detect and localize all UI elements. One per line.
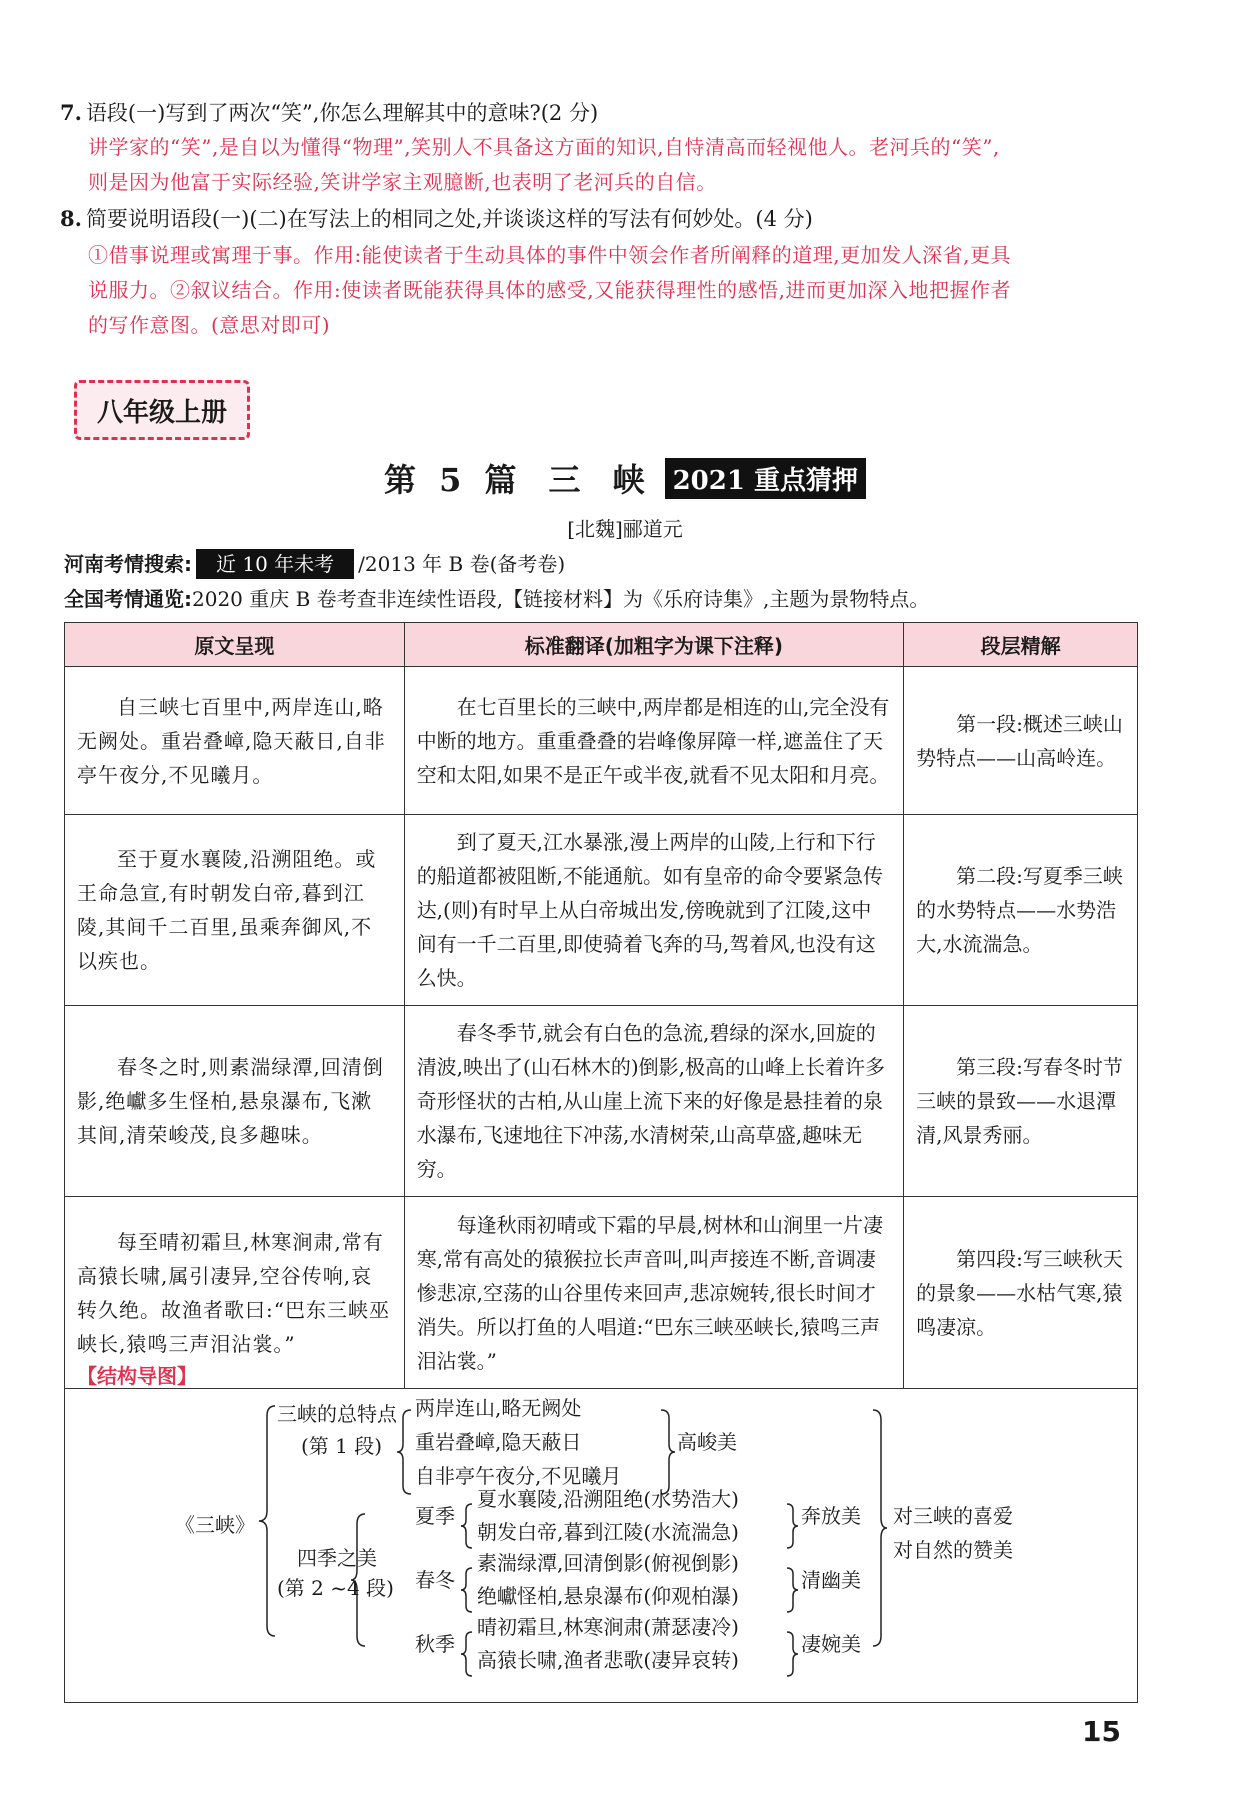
season-name-spring-winter: 春冬 — [415, 1568, 455, 1592]
author: [北魏]郦道元 — [567, 517, 683, 541]
season-item: 绝巘怪柏,悬泉瀑布(仰观柏瀑) — [477, 1584, 739, 1608]
translation-text: 春冬季节,就会有白色的急流,碧绿的深水,回旋的清波,映出了(山石林木的)倒影,极高的山峰上长着许多奇形怪状的古柏,从山崖上流下来的好像是悬挂着的泉水瀑布,飞速地往下冲荡,水清树荣,山高草盛,趣味无穷。 — [404, 1006, 903, 1197]
overall-beauty: 高峻美 — [677, 1430, 737, 1454]
page-number: 15 — [1082, 1715, 1121, 1748]
structure-map — [64, 1350, 1138, 1703]
season-item: 素湍绿潭,回清倒影(俯视倒影) — [477, 1551, 739, 1575]
question-7 — [60, 96, 1140, 130]
overall-item: 两岸连山,略无阙处 — [415, 1396, 582, 1420]
henan-tag: 近 10 年未考 — [196, 549, 354, 579]
overall-sub: (第 1 段) — [301, 1434, 383, 1458]
question-text: 简要说明语段(一)(二)在写法上的相同之处,并谈谈这样的写法有何妙处。(4 分) — [85, 207, 813, 231]
seasons-title: 四季之美 — [297, 1546, 377, 1570]
analysis-text: 第三段:写春冬时节三峡的景致——水退潭清,风景秀丽。 — [904, 1006, 1138, 1197]
question-8 — [60, 202, 1140, 236]
answer-line: ①借事说理或寓理于事。作用:能使读者于生动具体的事件中领会作者所阐释的道理,更加发人深省,更具 — [88, 243, 1011, 267]
lesson-title-char-b: 峡 — [612, 461, 651, 499]
overall-title: 三峡的总特点 — [277, 1402, 397, 1426]
translation-text: 每逢秋雨初晴或下霜的早晨,树林和山涧里一片凄寒,常有高处的猿猴拉长声音叫,叫声接连不断,音调凄惨悲凉,空荡的山谷里传来回声,悲凉婉转,很长时间才消失。所以打鱼的人唱道:“巴东三峡巫峡长,猿鸣三声泪沾裳。” — [404, 1197, 903, 1389]
grade-label: 八年级上册 — [74, 380, 250, 440]
henan-exam-info — [64, 549, 565, 579]
national-exam-info — [64, 584, 929, 614]
season-item: 朝发白帝,暮到江陵(水流湍急) — [477, 1520, 739, 1544]
structure-label: 【结构导图】 — [77, 1364, 197, 1388]
header-analysis: 段层精解 — [904, 623, 1138, 667]
season-beauty: 凄婉美 — [801, 1632, 861, 1656]
conclusion-line: 对自然的赞美 — [893, 1538, 1013, 1562]
structure-root: 《三峡》 — [175, 1513, 255, 1537]
henan-label: 河南考情搜索: — [64, 552, 192, 576]
analysis-text: 第四段:写三峡秋天的景象——水枯气寒,猿鸣凄凉。 — [904, 1197, 1138, 1389]
question-number: 8. — [60, 206, 82, 231]
season-name-summer: 夏季 — [415, 1504, 455, 1528]
season-item: 高猿长啸,渔者悲歌(凄异哀转) — [477, 1648, 739, 1672]
answer-7 — [88, 130, 1148, 200]
season-beauty: 清幽美 — [801, 1568, 861, 1592]
answer-line: 则是因为他富于实际经验,笑讲学家主观臆断,也表明了老河兵的自信。 — [88, 170, 717, 194]
national-text: 2020 重庆 B 卷考查非连续性语段,【链接材料】为《乐府诗集》,主题为景物特点。 — [192, 587, 930, 611]
table-header-row — [65, 623, 1138, 667]
table-row — [65, 1006, 1138, 1197]
conclusion-line: 对三峡的喜爱 — [893, 1504, 1013, 1528]
answer-8 — [88, 238, 1148, 343]
analysis-text: 第一段:概述三峡山势特点——山高岭连。 — [904, 667, 1138, 815]
analysis-text: 第二段:写夏季三峡的水势特点——水势浩大,水流湍急。 — [904, 815, 1138, 1006]
question-text: 语段(一)写到了两次“笑”,你怎么理解其中的意味?(2 分) — [85, 101, 599, 125]
henan-rest: /2013 年 B 卷(备考卷) — [358, 552, 566, 576]
translation-text: 到了夏天,江水暴涨,漫上两岸的山陵,上行和下行的船道都被阻断,不能通航。如有皇帝的命令要紧急传达,(则)有时早上从白帝城出发,傍晚就到了江陵,这中间有一千二百里,即使骑着飞奔的马,驾着风,也没有这么快。 — [404, 815, 903, 1006]
answer-line: 讲学家的“笑”,是自以为懂得“物理”,笑别人不具备这方面的知识,自恃清高而轻视他人。老河兵的“笑”, — [88, 135, 1000, 159]
translation-text: 在七百里长的三峡中,两岸都是相连的山,完全没有中断的地方。重重叠叠的岩峰像屏障一样,遮盖住了天空和太阳,如果不是正午或半夜,就看不见太阳和月亮。 — [404, 667, 903, 815]
answer-line: 的写作意图。(意思对即可) — [88, 313, 331, 337]
original-text: 每至晴初霜旦,林寒涧肃,常有高猿长啸,属引凄异,空谷传响,哀转久绝。故渔者歌曰:“巴东三峡巫峡长,猿鸣三声泪沾裳。” — [65, 1197, 405, 1389]
table-row — [65, 667, 1138, 815]
original-text: 春冬之时,则素湍绿潭,回清倒影,绝巘多生怪柏,悬泉瀑布,飞漱其间,清荣峻茂,良多趣味。 — [65, 1006, 405, 1197]
lesson-number: 第 5 篇 — [383, 461, 523, 499]
national-label: 全国考情通览: — [64, 587, 192, 611]
seasons-sub: (第 2 ~4 段) — [277, 1576, 394, 1600]
header-original: 原文呈现 — [65, 623, 405, 667]
original-text: 自三峡七百里中,两岸连山,略无阙处。重岩叠嶂,隐天蔽日,自非亭午夜分,不见曦月。 — [65, 667, 405, 815]
question-number: 7. — [60, 100, 82, 125]
lesson-title — [0, 455, 1250, 501]
season-item: 晴初霜旦,林寒涧肃(萧瑟凄冷) — [477, 1615, 739, 1639]
season-beauty: 奔放美 — [801, 1504, 861, 1528]
answer-line: 说服力。②叙议结合。作用:使读者既能获得具体的感受,又能获得理性的感悟,进而更加深入地把握作者 — [88, 278, 1011, 302]
header-translation: 标准翻译(加粗字为课下注释) — [404, 623, 903, 667]
lesson-title-char-a: 三 — [548, 461, 587, 499]
overall-item: 重岩叠嶂,隐天蔽日 — [415, 1430, 582, 1454]
original-text: 至于夏水襄陵,沿溯阻绝。或王命急宣,有时朝发白帝,暮到江陵,其间千二百里,虽乘奔御风,不以疾也。 — [65, 815, 405, 1006]
season-name-autumn: 秋季 — [415, 1632, 455, 1656]
prediction-tag: 2021 重点猜押 — [665, 458, 866, 499]
translation-table — [64, 622, 1138, 1389]
overall-item: 自非亭午夜分,不见曦月 — [415, 1464, 622, 1488]
season-item: 夏水襄陵,沿溯阻绝(水势浩大) — [477, 1487, 739, 1511]
table-row — [65, 815, 1138, 1006]
